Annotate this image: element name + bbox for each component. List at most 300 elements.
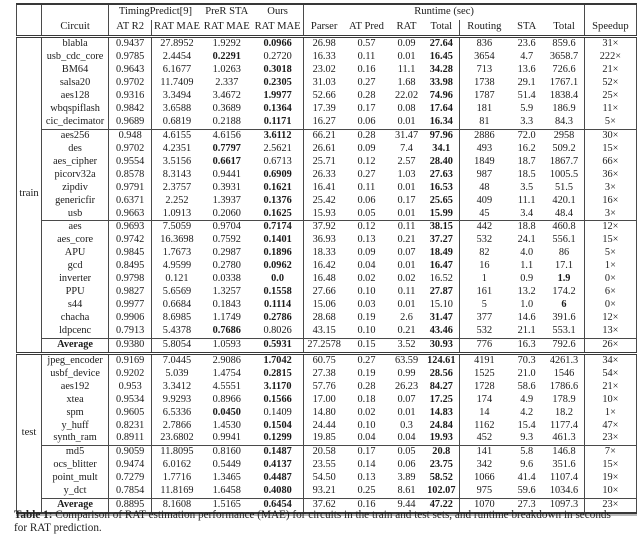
cell-total-base: 1034.6 <box>544 485 584 498</box>
circuit-name: md5 <box>42 446 109 459</box>
cell-speedup: 52× <box>584 77 636 90</box>
cell-rat: 8.61 <box>389 485 424 498</box>
cell-total-ours: 28.56 <box>429 367 453 379</box>
cell-tp-rat-mae: 0.6819 <box>152 116 202 129</box>
table-row <box>17 406 637 419</box>
cell-tp-rat-mae: 4.6155 <box>152 129 202 142</box>
cell-sta: 27.3 <box>517 499 536 511</box>
cell-total-base: 1838.4 <box>549 90 579 102</box>
table-row <box>17 485 637 498</box>
cell-ours-rat-mae: 0.4080 <box>252 485 304 498</box>
cell-tp-rat-mae: 3.3412 <box>152 380 202 393</box>
cell-speedup: 31× <box>584 37 636 51</box>
cell-ours-rat-mae: 0.0966 <box>263 38 292 50</box>
cell-routing: 776 <box>459 338 509 353</box>
cell-prer-rat-mae: 1.1749 <box>212 312 241 323</box>
cell-total-ours: 20.8 <box>432 446 451 458</box>
cell-tp-rat-mae: 6.0162 <box>152 459 202 472</box>
cell-routing: 452 <box>459 432 509 445</box>
table-row <box>17 77 637 90</box>
section-label-test: test <box>21 426 37 438</box>
header-spacer <box>584 4 636 20</box>
cell-rat: 0.99 <box>397 367 416 379</box>
cell-routing: 975 <box>459 485 509 498</box>
cell-speedup: 13× <box>584 325 636 338</box>
cell-routing: 14 <box>459 406 509 419</box>
cell-rat: 0.05 <box>397 446 416 458</box>
table-row <box>17 353 637 367</box>
cell-rat: 9.44 <box>397 499 416 511</box>
cell-parser: 18.33 <box>304 247 344 260</box>
cell-total-base: 1005.5 <box>549 168 579 180</box>
cell-ours-rat-mae: 0.1299 <box>252 432 304 445</box>
header-column-row <box>17 20 637 37</box>
cell-sta: 29.1 <box>517 77 536 89</box>
cell-prer-rat-mae: 0.7592 <box>212 234 241 246</box>
cell-total-base: 859.6 <box>552 38 576 50</box>
cell-at-pred: 0.27 <box>357 77 376 89</box>
circuit-name: usb <box>42 207 109 220</box>
cell-routing: 1070 <box>459 498 509 512</box>
circuit-name: genericfir <box>42 194 109 207</box>
cell-at-r2: 0.9437 <box>109 37 152 51</box>
table-row <box>17 155 637 168</box>
circuit-name: wbqspiflash <box>42 103 109 116</box>
cell-rat: 0.06 <box>397 459 416 471</box>
cell-speedup: 34× <box>584 353 636 367</box>
table-row <box>17 51 637 64</box>
cell-total-base: 51.5 <box>554 181 574 193</box>
results-table <box>16 3 637 514</box>
circuit-name: aes192 <box>42 380 109 393</box>
cell-routing: 2886 <box>459 129 509 142</box>
cell-sta: 18.8 <box>517 221 536 233</box>
cell-ours-rat-mae: 0.2786 <box>263 312 292 323</box>
average-label: Average <box>42 338 109 353</box>
cell-total-ours: 16.53 <box>429 181 453 193</box>
cell-at-pred: 0.13 <box>357 234 376 246</box>
cell-tp-rat-mae: 5.4378 <box>152 325 202 338</box>
cell-routing: 161 <box>459 286 509 299</box>
cell-at-r2: 0.9605 <box>109 406 152 419</box>
cell-parser: 25.42 <box>304 194 344 207</box>
circuit-name: PPU <box>42 286 109 299</box>
cell-sta: 0.9 <box>520 273 534 285</box>
cell-total-base: 461.3 <box>544 432 584 445</box>
circuit-name: point_mult <box>42 472 109 485</box>
cell-at-pred: 0.28 <box>357 90 376 102</box>
cell-total-ours: 16.47 <box>429 260 453 272</box>
cell-sta: 41.4 <box>517 472 536 484</box>
cell-total-ours: 74.96 <box>429 90 453 102</box>
cell-parser: 37.92 <box>304 221 344 234</box>
table-caption <box>14 509 626 535</box>
cell-at-pred: 0.06 <box>344 116 389 129</box>
cell-sta: 11.1 <box>517 194 536 206</box>
cell-routing: 493 <box>459 143 509 156</box>
circuit-name: y_dct <box>42 485 109 498</box>
cell-prer-rat-mae: 0.7686 <box>202 325 252 338</box>
table-row <box>17 286 637 299</box>
table-row <box>17 273 637 286</box>
cell-total-ours: 124.61 <box>427 354 456 366</box>
cell-at-r2: 0.9554 <box>109 155 152 168</box>
cell-rat: 1.68 <box>397 77 416 89</box>
table-row <box>17 103 637 116</box>
section-test <box>17 353 637 513</box>
table-row <box>17 247 637 260</box>
cell-total-ours: 27.64 <box>429 38 453 50</box>
cell-total-base: 4261.3 <box>549 354 579 366</box>
header-col-at-r2: AT R2 <box>109 20 152 37</box>
cell-speedup: 19× <box>584 472 636 485</box>
cell-at-pred: 0.02 <box>357 273 376 285</box>
circuit-name: aes_cipher <box>42 155 109 168</box>
cell-ours-rat-mae: 0.6909 <box>263 168 292 180</box>
cell-total-ours: 38.15 <box>429 221 453 233</box>
cell-prer-rat-mae: 0.2780 <box>212 260 241 272</box>
cell-speedup: 26× <box>584 338 636 353</box>
cell-parser: 14.80 <box>304 406 344 419</box>
table-row <box>17 207 637 220</box>
table-header <box>17 4 637 37</box>
cell-sta: 21.1 <box>509 325 544 338</box>
cell-parser: 26.98 <box>304 37 344 51</box>
cell-prer-rat-mae: 0.5449 <box>212 459 241 471</box>
table-row <box>17 221 637 234</box>
cell-routing: 81 <box>459 116 509 129</box>
circuit-name: synth_ram <box>42 432 109 445</box>
cell-tp-rat-mae: 1.7673 <box>152 247 202 260</box>
cell-total-ours: 17.64 <box>429 103 453 114</box>
cell-speedup: 36× <box>584 168 636 181</box>
cell-sta: 15.4 <box>517 419 536 431</box>
cell-sta: 13.6 <box>517 64 536 76</box>
circuit-name: chacha <box>42 312 109 325</box>
cell-tp-rat-mae: 6.1677 <box>152 64 202 77</box>
cell-ours-rat-mae: 0.3018 <box>263 64 292 76</box>
cell-ours-rat-mae: 0.1409 <box>263 406 292 418</box>
cell-prer-rat-mae: 4.5551 <box>212 380 241 392</box>
cell-total-ours: 43.46 <box>424 325 459 338</box>
cell-total-base: 84.3 <box>544 116 584 129</box>
cell-routing: 16 <box>459 260 509 273</box>
cell-total-ours: 33.98 <box>429 77 453 89</box>
cell-prer-rat-mae: 0.7797 <box>212 142 241 154</box>
cell-rat: 0.08 <box>397 103 416 114</box>
cell-prer-rat-mae: 0.0338 <box>212 273 241 285</box>
cell-at-pred: 0.10 <box>357 419 376 431</box>
cell-tp-rat-mae: 0.121 <box>152 273 202 286</box>
cell-ours-rat-mae: 0.4137 <box>263 459 292 471</box>
cell-sta: 4.9 <box>520 393 534 405</box>
cell-parser: 16.27 <box>304 116 344 129</box>
cell-parser: 16.33 <box>304 51 344 64</box>
cell-routing: 82 <box>459 247 509 260</box>
cell-tp-rat-mae: 3.3494 <box>152 90 202 103</box>
cell-at-r2: 0.7854 <box>109 485 152 498</box>
cell-ours-rat-mae: 0.6713 <box>263 155 292 167</box>
cell-at-r2: 0.9842 <box>109 103 152 116</box>
cell-prer-rat-mae: 0.8160 <box>212 446 241 458</box>
cell-tp-rat-mae: 3.6588 <box>152 103 202 116</box>
cell-parser: 27.66 <box>304 286 344 299</box>
cell-routing: 377 <box>459 312 509 325</box>
cell-total-base: 556.1 <box>552 234 576 246</box>
header-group-ours: Ours <box>267 6 288 18</box>
header-group-row <box>17 4 637 20</box>
cell-total-base: 1177.4 <box>550 419 578 431</box>
cell-rat: 0.07 <box>397 247 416 259</box>
cell-speedup: 5× <box>584 247 636 260</box>
cell-tp-rat-mae: 0.6684 <box>152 299 202 312</box>
cell-at-r2: 0.9643 <box>109 64 152 77</box>
cell-at-r2: 0.8895 <box>109 498 152 512</box>
cell-rat: 0.01 <box>389 116 424 129</box>
cell-routing: 1728 <box>459 380 509 393</box>
cell-routing: 1162 <box>459 419 509 432</box>
cell-total-base: 1.9 <box>557 273 571 285</box>
cell-tp-rat-mae: 8.1608 <box>152 498 202 512</box>
cell-routing: 532 <box>459 325 509 338</box>
cell-parser: 66.21 <box>304 129 344 142</box>
cell-total-base: 174.2 <box>552 286 576 298</box>
circuit-name: zipdiv <box>42 181 109 194</box>
cell-at-pred: 0.05 <box>344 207 389 220</box>
cell-at-pred: 0.17 <box>357 446 376 458</box>
cell-total-base: 420.1 <box>552 194 576 206</box>
cell-sta: 3.4 <box>509 207 544 220</box>
cell-at-r2: 0.8578 <box>109 168 152 181</box>
cell-at-pred: 0.09 <box>357 247 376 259</box>
cell-at-pred: 0.06 <box>357 194 376 206</box>
cell-total-ours: 97.96 <box>429 129 453 141</box>
cell-total-base: 3658.7 <box>549 51 579 63</box>
cell-speedup: 10× <box>584 393 636 406</box>
cell-sta: 18.5 <box>517 168 536 180</box>
cell-routing: 181 <box>459 103 509 116</box>
average-row <box>17 338 637 353</box>
cell-total-base: 6 <box>561 299 567 311</box>
circuit-name: aes256 <box>42 129 109 142</box>
cell-at-pred: 0.17 <box>357 103 376 114</box>
cell-routing: 1066 <box>459 472 509 485</box>
cell-prer-rat-mae: 2.9086 <box>212 354 241 366</box>
cell-at-pred: 0.11 <box>357 181 376 193</box>
results-table-wrapper <box>16 3 637 514</box>
cell-at-r2: 0.7279 <box>109 472 152 485</box>
header-group-runtime-sec-: Runtime (sec) <box>304 4 584 20</box>
cell-at-pred: 0.19 <box>357 367 376 379</box>
cell-parser: 26.33 <box>304 168 344 181</box>
cell-rat: 0.02 <box>397 273 416 285</box>
cell-sta: 4.7 <box>520 51 534 63</box>
cell-total-ours: 27.87 <box>429 286 453 298</box>
cell-rat: 1.03 <box>397 168 416 180</box>
cell-total-ours: 24.84 <box>429 419 453 431</box>
circuit-name: ldpcenc <box>42 325 109 338</box>
circuit-name: y_huff <box>42 419 109 432</box>
cell-prer-rat-mae: 1.5165 <box>212 499 241 511</box>
cell-speedup: 1× <box>584 406 636 419</box>
cell-sta: 23.6 <box>517 38 536 50</box>
cell-at-r2: 0.948 <box>109 129 152 142</box>
header-col-rat: RAT <box>396 21 417 33</box>
cell-prer-rat-mae: 0.2987 <box>212 247 241 259</box>
cell-total-base: 1767.1 <box>549 77 579 89</box>
cell-ours-rat-mae: 3.6112 <box>263 129 292 141</box>
cell-ours-rat-mae: 3.1170 <box>263 380 292 392</box>
circuit-name: gcd <box>42 260 109 273</box>
cell-sta: 5.8 <box>520 446 534 458</box>
cell-tp-rat-mae: 1.0913 <box>152 207 202 220</box>
cell-at-pred: 0.18 <box>357 393 376 405</box>
cell-rat: 0.01 <box>397 260 416 272</box>
cell-tp-rat-mae: 23.6802 <box>152 432 202 445</box>
cell-routing: 1738 <box>459 77 509 90</box>
cell-routing: 442 <box>459 221 509 234</box>
cell-total-base: 17.1 <box>554 260 574 272</box>
cell-parser: 93.21 <box>304 485 344 498</box>
cell-prer-rat-mae: 0.6617 <box>212 155 241 167</box>
cell-tp-rat-mae: 5.039 <box>152 367 202 380</box>
cell-total-base: 146.8 <box>552 446 576 458</box>
cell-speedup: 5× <box>584 116 636 129</box>
table-row <box>17 325 637 338</box>
cell-at-pred: 0.10 <box>357 286 376 298</box>
cell-total-ours: 16.52 <box>429 273 453 285</box>
table-row <box>17 367 637 380</box>
cell-total-base: 48.4 <box>544 207 584 220</box>
cell-parser: 52.66 <box>304 90 344 103</box>
cell-speedup: 23× <box>584 498 636 512</box>
table-row <box>17 37 637 51</box>
cell-parser: 15.93 <box>304 207 344 220</box>
cell-at-pred: 0.04 <box>357 260 376 272</box>
cell-at-r2: 0.6371 <box>109 194 152 207</box>
cell-prer-rat-mae: 0.1843 <box>212 299 241 311</box>
circuit-name: salsa20 <box>42 77 109 90</box>
cell-prer-rat-mae: 1.0263 <box>212 64 241 76</box>
cell-ours-rat-mae: 0.1171 <box>252 116 304 129</box>
cell-routing: 713 <box>459 64 509 77</box>
cell-routing: 342 <box>459 459 509 472</box>
cell-speedup: 0× <box>584 299 636 312</box>
cell-at-pred: 0.16 <box>357 499 376 511</box>
cell-sta: 3.5 <box>520 181 534 193</box>
cell-tp-rat-mae: 2.3757 <box>152 181 202 194</box>
header-col-prer-rat-mae: RAT MAE <box>203 21 250 33</box>
cell-speedup: 222× <box>584 51 636 64</box>
cell-ours-rat-mae: 0.2305 <box>263 77 292 89</box>
cell-at-r2: 0.9702 <box>109 143 152 156</box>
cell-speedup: 3× <box>584 207 636 220</box>
cell-sta: 16.3 <box>517 338 536 350</box>
cell-parser: 43.15 <box>304 325 344 338</box>
cell-ours-rat-mae: 0.1487 <box>263 446 292 458</box>
cell-parser: 27.2578 <box>304 338 344 353</box>
cell-tp-rat-mae: 27.8952 <box>152 37 202 51</box>
cell-at-r2: 0.9798 <box>109 273 152 286</box>
table-row <box>17 194 637 207</box>
cell-total-ours: 14.83 <box>429 406 453 418</box>
cell-at-pred: 0.04 <box>344 432 389 445</box>
cell-total-ours: 15.10 <box>429 299 453 311</box>
cell-prer-rat-mae: 1.3257 <box>212 286 241 298</box>
cell-speedup: 47× <box>584 419 636 432</box>
cell-prer-rat-mae: 4.6156 <box>212 129 241 141</box>
table-row <box>17 393 637 406</box>
cell-total-ours: 17.25 <box>429 393 453 405</box>
cell-total-ours: 47.22 <box>429 499 453 511</box>
cell-total-base: 178.9 <box>552 393 576 405</box>
cell-routing: 174 <box>459 393 509 406</box>
cell-ours-rat-mae: 0.0 <box>271 273 285 285</box>
cell-routing: 1787 <box>459 90 509 103</box>
header-col-sta: STA <box>517 21 537 33</box>
cell-at-pred: 0.11 <box>357 51 376 63</box>
cell-parser: 24.44 <box>304 419 344 432</box>
circuit-name: cic_decimator <box>42 116 109 129</box>
cell-routing: 532 <box>459 234 509 247</box>
cell-ours-rat-mae: 1.7042 <box>263 354 292 366</box>
header-col-ours-rat-mae: RAT MAE <box>254 21 301 33</box>
cell-speedup: 16× <box>584 194 636 207</box>
cell-tp-rat-mae: 5.6569 <box>152 286 202 299</box>
cell-routing: 4191 <box>459 353 509 367</box>
cell-at-pred: 0.28 <box>357 380 376 392</box>
section-train <box>17 37 637 354</box>
cell-ours-rat-mae: 2.5621 <box>263 142 292 154</box>
cell-prer-rat-mae: 0.2060 <box>202 207 252 220</box>
cell-speedup: 21× <box>584 64 636 77</box>
cell-tp-rat-mae: 7.5059 <box>152 221 202 234</box>
circuit-name: picorv32a <box>42 168 109 181</box>
cell-rat: 0.01 <box>397 181 416 193</box>
header-spacer <box>42 4 109 20</box>
table-row <box>17 472 637 485</box>
header-col-routing: Routing <box>459 20 509 37</box>
circuit-name: aes_core <box>42 234 109 247</box>
cell-sta: 9.6 <box>520 459 534 471</box>
circuit-name: jpeg_encoder <box>42 353 109 367</box>
table-row <box>17 64 637 77</box>
cell-prer-rat-mae: 0.9941 <box>202 432 252 445</box>
table-row <box>17 143 637 156</box>
cell-parser: 37.62 <box>304 498 344 512</box>
cell-at-r2: 0.9663 <box>109 207 152 220</box>
cell-ours-rat-mae: 0.6454 <box>263 499 292 511</box>
cell-sta: 1.1 <box>520 260 534 272</box>
circuit-name: inverter <box>42 273 109 286</box>
circuit-name: blabla <box>42 37 109 51</box>
circuit-name: s44 <box>42 299 109 312</box>
cell-routing: 1525 <box>459 367 509 380</box>
cell-tp-rat-mae: 11.8169 <box>152 485 202 498</box>
cell-rat: 0.01 <box>397 406 416 418</box>
caption-label: Table 1: <box>14 509 53 521</box>
cell-routing: 48 <box>459 181 509 194</box>
cell-sta: 51.4 <box>517 90 536 102</box>
cell-total-ours: 34.1 <box>432 142 451 154</box>
cell-total-ours: 37.27 <box>429 234 453 246</box>
cell-rat: 63.59 <box>394 354 419 366</box>
cell-parser: 16.42 <box>304 260 344 273</box>
cell-at-pred: 0.15 <box>357 338 376 350</box>
cell-prer-rat-mae: 1.4754 <box>212 367 241 379</box>
table-row <box>17 380 637 393</box>
cell-parser: 23.55 <box>304 459 344 472</box>
